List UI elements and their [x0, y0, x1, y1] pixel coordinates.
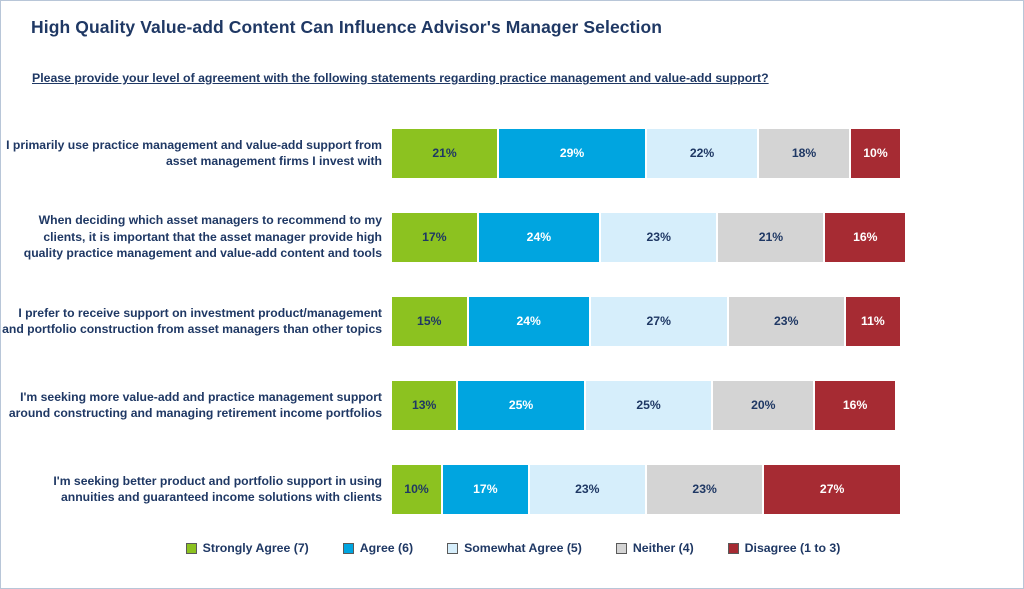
bar-segment: [590, 296, 728, 347]
chart-legend: [1, 541, 1024, 555]
bar-segment: [850, 128, 901, 179]
bar-segment: [498, 128, 646, 179]
stacked-bar: [391, 296, 901, 347]
bar-segment-value: 21%: [432, 146, 457, 160]
chart-row-label: I primarily use practice management and value-add support from asset management firms I invest with: [6, 137, 382, 168]
bar-segment: [763, 464, 901, 515]
bar-segment-value: 24%: [526, 230, 552, 244]
chart-row-label: I'm seeking better product and portfolio support in using annuities and guaranteed income solutions with clients: [53, 473, 382, 504]
legend-swatch-icon: [186, 543, 197, 554]
bar-segment-value: 23%: [774, 314, 799, 328]
chart-row: [1, 279, 1024, 363]
bar-segment-value: 27%: [819, 482, 845, 496]
bar-segment-value: 16%: [853, 230, 878, 244]
chart-row: [1, 363, 1024, 447]
bar-segment: [646, 464, 763, 515]
bar-segment-value: 20%: [751, 398, 776, 412]
bar-segment-value: 27%: [646, 314, 671, 328]
bar-segment-value: 11%: [861, 314, 885, 328]
bar-segment-value: 16%: [842, 398, 868, 412]
chart-row: [1, 447, 1024, 531]
bar-segment-value: 25%: [636, 398, 661, 412]
bar-segment: [457, 380, 585, 431]
bar-segment: [824, 212, 906, 263]
bar-segment-value: 10%: [404, 482, 429, 496]
legend-label: Disagree (1 to 3): [744, 541, 841, 555]
legend-item[interactable]: [186, 541, 309, 555]
legend-swatch-icon: [343, 543, 354, 554]
bar-segment-value: 17%: [422, 230, 447, 244]
legend-swatch-icon: [728, 543, 739, 554]
stacked-bar: [391, 380, 896, 431]
legend-swatch-icon: [616, 543, 627, 554]
legend-label: Agree (6): [359, 541, 414, 555]
bar-segment: [468, 296, 590, 347]
bar-segment-value: 22%: [689, 146, 715, 160]
stacked-bar-chart: [1, 111, 1024, 536]
bar-segment-value: 13%: [411, 398, 437, 412]
bar-segment: [814, 380, 896, 431]
bar-segment-value: 17%: [473, 482, 498, 496]
stacked-bar: [391, 464, 901, 515]
bar-segment: [478, 212, 600, 263]
stacked-bar: [391, 128, 901, 179]
bar-segment: [391, 464, 442, 515]
bar-segment-value: 21%: [758, 230, 784, 244]
bar-segment: [758, 128, 850, 179]
bar-segment: [600, 212, 717, 263]
page-title: High Quality Value-add Content Can Influence Advisor's Manager Selection: [31, 17, 663, 37]
legend-label: Neither (4): [632, 541, 694, 555]
bar-segment-value: 23%: [692, 482, 717, 496]
chart-row-label: I prefer to receive support on investment product/management and portfolio construction from asset managers than other topics: [2, 305, 382, 336]
legend-item[interactable]: [447, 541, 582, 555]
bar-segment-value: 25%: [508, 398, 534, 412]
bar-segment-value: 23%: [575, 482, 600, 496]
bar-segment: [391, 296, 468, 347]
bar-segment-value: 10%: [863, 146, 888, 160]
bar-segment: [442, 464, 529, 515]
stacked-bar: [391, 212, 906, 263]
legend-swatch-icon: [447, 543, 458, 554]
legend-item[interactable]: [616, 541, 694, 555]
bar-segment: [391, 380, 457, 431]
chart-row: [1, 111, 1024, 195]
bar-segment: [845, 296, 901, 347]
legend-item[interactable]: [343, 541, 413, 555]
legend-label: Somewhat Agree (5): [464, 541, 582, 555]
chart-row: [1, 195, 1024, 279]
bar-segment: [728, 296, 845, 347]
bar-segment: [529, 464, 646, 515]
bar-segment-value: 24%: [516, 314, 541, 328]
bar-segment: [712, 380, 814, 431]
bar-segment: [391, 212, 478, 263]
chart-row-label: I'm seeking more value-add and practice management support around constructing and managing retirement income portfolios: [8, 389, 382, 420]
bar-segment-value: 18%: [791, 146, 817, 160]
chart-row-label: When deciding which asset managers to recommend to my clients, it is important that the asset manager provide high quality practice management and value-add content and tools: [23, 213, 382, 261]
bar-segment-value: 23%: [646, 230, 671, 244]
chart-question-subtitle: Please provide your level of agreement with the following statements regarding practice management and value-add support?: [32, 71, 769, 85]
bar-segment: [391, 128, 498, 179]
legend-item[interactable]: [728, 541, 841, 555]
bar-segment-value: 15%: [417, 314, 442, 328]
bar-segment: [717, 212, 824, 263]
legend-label: Strongly Agree (7): [202, 541, 309, 555]
bar-segment: [646, 128, 758, 179]
bar-segment: [585, 380, 713, 431]
bar-segment-value: 29%: [559, 146, 585, 160]
